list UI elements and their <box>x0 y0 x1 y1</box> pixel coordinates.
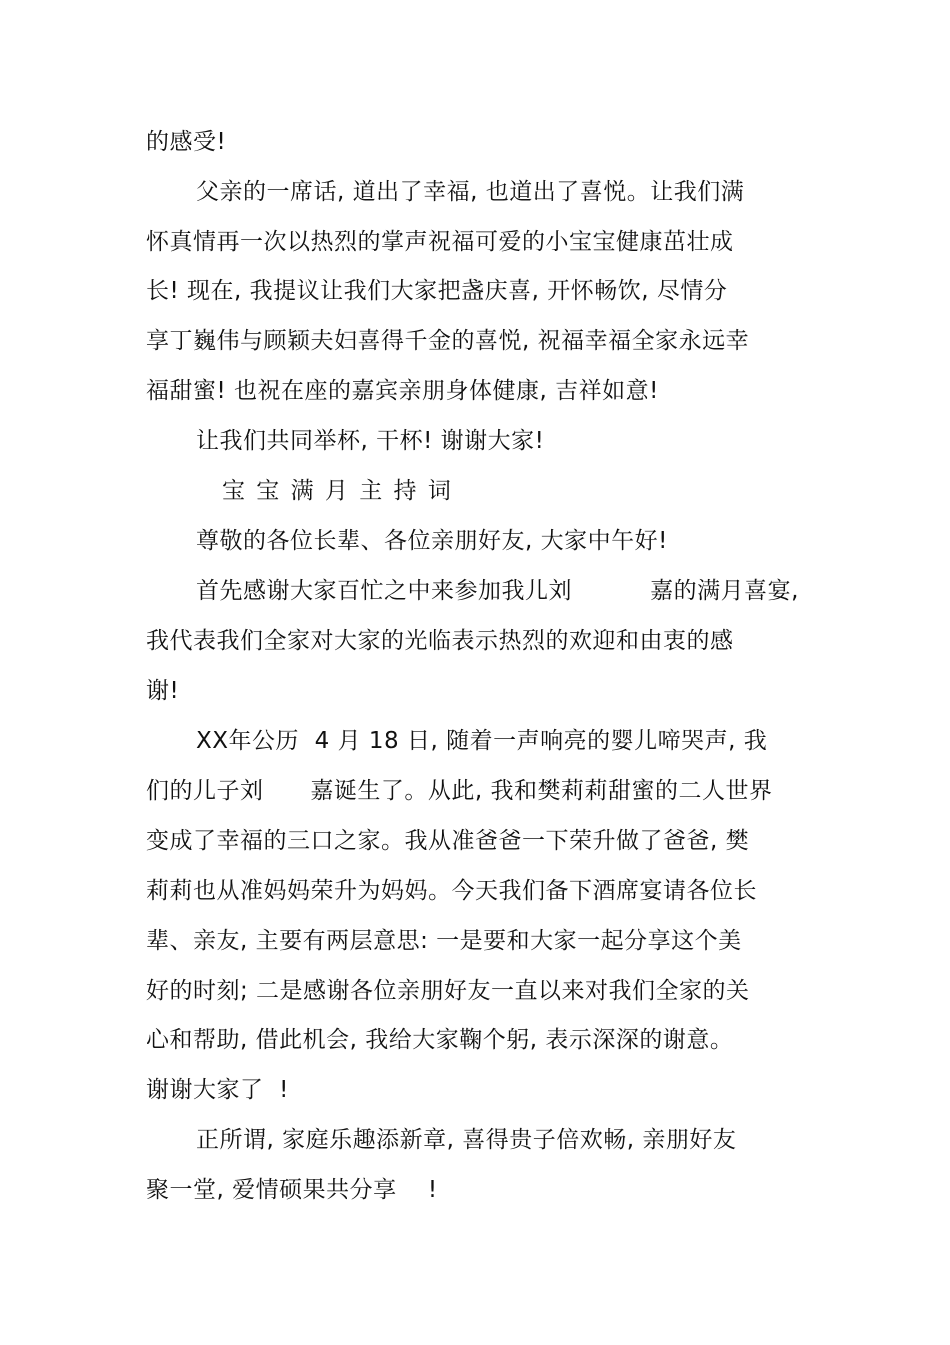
paragraph-start-line: 尊敬的各位长辈、各位亲朋好友, 大家中午好! <box>196 528 668 554</box>
text-line: 我代表我们全家对大家的光临表示热烈的欢迎和由衷的感 <box>146 628 734 654</box>
text-line: 心和帮助, 借此机会, 我给大家鞠个躬, 表示深深的谢意。 <box>146 1027 734 1053</box>
paragraph-start-line: 让我们共同举杯, 干杯! 谢谢大家! <box>196 428 545 454</box>
text-line: 怀真情再一次以热烈的掌声祝福可爱的小宝宝健康茁壮成 <box>146 229 734 255</box>
text-line: 们的儿子刘 嘉诞生了。从此, 我和樊莉莉甜蜜的二人世界 <box>146 778 773 804</box>
text-line: 聚一堂, 爱情硕果共分享 ! <box>146 1177 438 1203</box>
text-line: 享丁巍伟与顾颖夫妇喜得千金的喜悦, 祝福幸福全家永远幸 <box>146 328 750 354</box>
text-line: 长! 现在, 我提议让我们大家把盏庆喜, 开怀畅饮, 尽情分 <box>146 278 728 304</box>
text-line: 福甜蜜! 也祝在座的嘉宾亲朋身体健康, 吉祥如意! <box>146 378 659 404</box>
text-line: 莉莉也从准妈妈荣升为妈妈。今天我们备下酒席宴请各位长 <box>146 878 757 904</box>
paragraph-start-line: XX年公历 4 月 18 日, 随着一声响亮的婴儿啼哭声, 我 <box>196 728 768 754</box>
text-line: 谢谢大家了 ! <box>146 1077 289 1103</box>
paragraph-start-line: 首先感谢大家百忙之中来参加我儿刘 嘉的满月喜宴, <box>196 578 799 604</box>
section-title: 宝 宝 满 月 主 持 词 <box>222 478 453 504</box>
text-line: 变成了幸福的三口之家。我从准爸爸一下荣升做了爸爸, 樊 <box>146 828 750 854</box>
text-line: 谢! <box>146 678 180 704</box>
paragraph-start-line: 父亲的一席话, 道出了幸福, 也道出了喜悦。让我们满 <box>196 179 745 205</box>
text-line: 好的时刻; 二是感谢各位亲朋好友一直以来对我们全家的关 <box>146 978 750 1004</box>
paragraph-start-line: 正所谓, 家庭乐趣添新章, 喜得贵子倍欢畅, 亲朋好友 <box>196 1127 737 1153</box>
text-line: 的感受! <box>146 129 227 155</box>
text-line: 辈、亲友, 主要有两层意思: 一是要和大家一起分享这个美 <box>146 928 742 954</box>
